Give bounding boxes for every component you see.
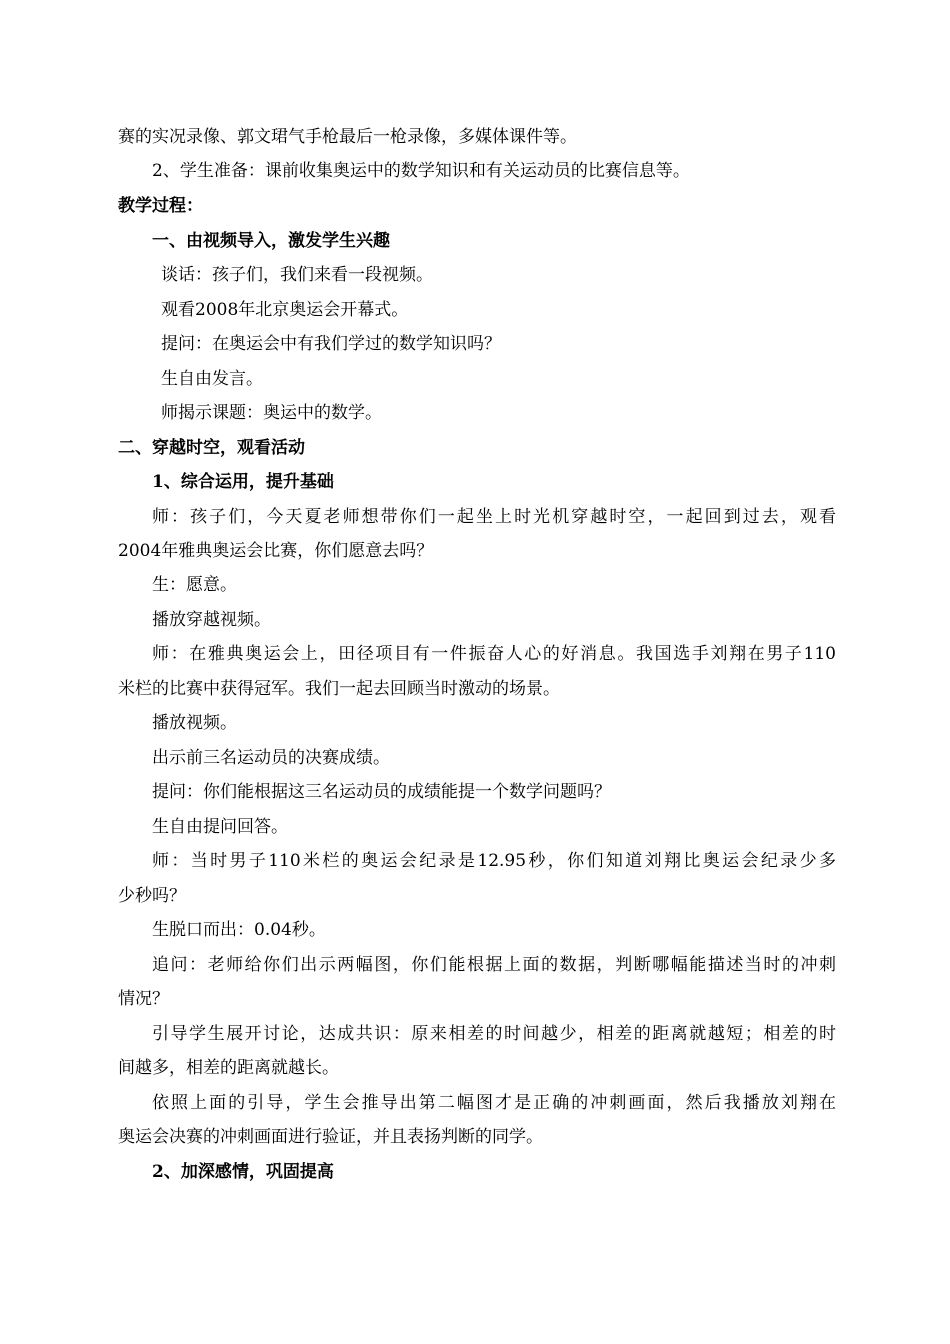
section-heading: 二、穿越时空，观看活动	[118, 438, 305, 458]
text-line: 2004年雅典奥运会比赛，你们愿意去吗？	[118, 541, 434, 561]
subsection-heading: 1、综合运用，提升基础	[152, 472, 334, 492]
text-line: 播放视频。	[152, 713, 237, 733]
text-line: 间越多，相差的距离就越长。	[118, 1058, 339, 1078]
section-heading: 一、由视频导入，激发学生兴趣	[152, 231, 390, 251]
text-line: 生自由提问回答。	[152, 817, 288, 837]
text-line: 生自由发言。	[161, 369, 263, 389]
text-line: 依照上面的引导，学生会推导出第二幅图才是正确的冲刺画面，然后我播放刘翔在	[152, 1093, 836, 1113]
text-line: 少秒吗？	[118, 886, 186, 906]
text-line: 师：孩子们，今天夏老师想带你们一起坐上时光机穿越时空，一起回到过去，观看	[152, 507, 836, 527]
subsection-heading: 2、加深感情，巩固提高	[152, 1162, 334, 1182]
text-line: 播放穿越视频。	[152, 610, 271, 630]
text-line: 2、学生准备：课前收集奥运中的数学知识和有关运动员的比赛信息等。	[152, 161, 690, 181]
text-line: 生脱口而出：0.04秒。	[152, 920, 326, 940]
text-line: 奥运会决赛的冲刺画面进行验证，并且表扬判断的同学。	[118, 1127, 543, 1147]
text-line: 提问：你们能根据这三名运动员的成绩能提一个数学问题吗？	[152, 782, 611, 802]
text-line: 引导学生展开讨论，达成共识：原来相差的时间越少，相差的距离就越短；相差的时	[152, 1024, 836, 1044]
text-line: 师：当时男子110米栏的奥运会纪录是12.95秒，你们知道刘翔比奥运会纪录少多	[152, 851, 836, 871]
text-line: 出示前三名运动员的决赛成绩。	[152, 748, 390, 768]
text-line: 赛的实况录像、郭文珺气手枪最后一枪录像，多媒体课件等。	[118, 127, 577, 147]
text-line: 提问：在奥运会中有我们学过的数学知识吗？	[161, 334, 501, 354]
text-line: 追问：老师给你们出示两幅图，你们能根据上面的数据，判断哪幅能描述当时的冲刺	[152, 955, 836, 975]
text-line: 观看2008年北京奥运会开幕式。	[161, 300, 409, 320]
section-heading: 教学过程：	[118, 196, 203, 216]
text-line: 情况？	[118, 989, 169, 1009]
text-line: 米栏的比赛中获得冠军。我们一起去回顾当时激动的场景。	[118, 679, 560, 699]
text-line: 师揭示课题：奥运中的数学。	[161, 403, 382, 423]
text-line: 谈话：孩子们，我们来看一段视频。	[161, 265, 433, 285]
text-line: 师：在雅典奥运会上，田径项目有一件振奋人心的好消息。我国选手刘翔在男子110	[152, 644, 836, 664]
text-line: 生：愿意。	[152, 575, 237, 595]
